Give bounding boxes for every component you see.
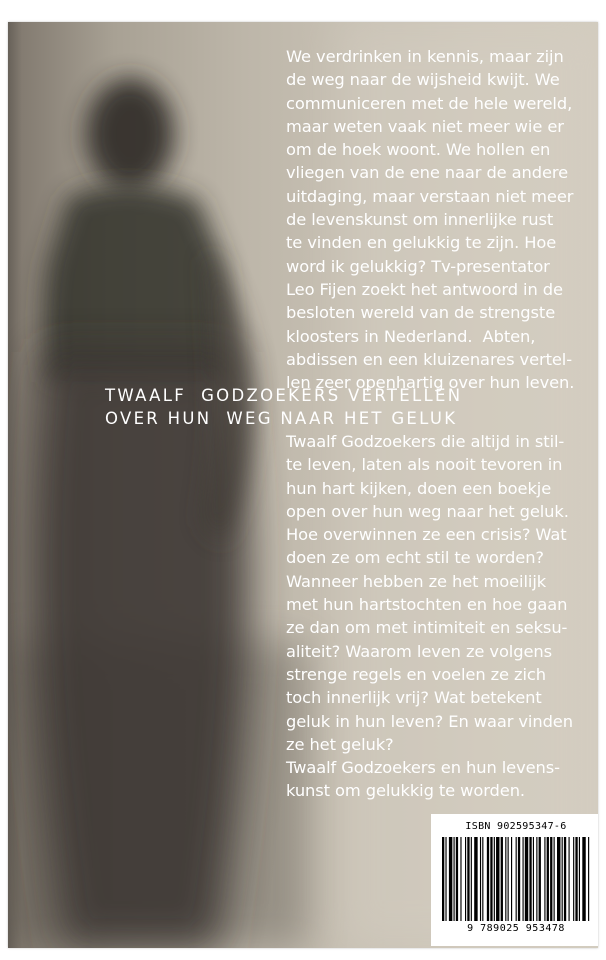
barcode-bar (518, 837, 520, 921)
barcode-bar (505, 837, 506, 921)
intro-paragraph: We verdrinken in kennis, maar zijn de weg naar de wijsheid kwijt. We communiceren met de hele wereld, maar weten vaak niet meer wie er om de hoek woont. We hollen en vliegen van de ene naar de andere uitdaging, maar verstaan niet meer de levenskunst om innerlijke rust te vinden en gelukkig te zijn. Hoe word ik gelukkig? Tv-presentator Leo Fijen zoekt het antwoord in de besloten wereld van de strengste kloosters in Nederland. Abten, abdissen en een kluizenares vertel- len zeer openhartig over hun leven. (286, 47, 575, 393)
back-cover (8, 22, 598, 948)
barcode-bar (496, 837, 499, 921)
body-paragraph: Twaalf Godzoekers die altijd in stil- te leven, laten als nooit tevoren in hun hart kijken, doen een boekje open over hun weg naar het geluk. Hoe overwinnen ze een crisis? Wat doen ze om echt stil te worden? Wanneer hebben ze het moeilijk met hun hartstochten en hoe gaan ze dan om met intimiteit en seksu- aliteit? Waarom leven ze volgens strenge regels en voelen ze zich toch innerlijk vrij? Wat betekent geluk in hun leven? En waar vinden ze het geluk? Twaalf Godzoekers en hun levens- kunst om gelukkig te worden. (286, 432, 573, 801)
barcode-bar (562, 837, 563, 921)
barcode-bar (569, 837, 570, 921)
barcode-bar (474, 837, 477, 921)
barcode-bar (554, 837, 555, 921)
barcode-bar (523, 837, 524, 921)
barcode-bar (525, 837, 528, 921)
barcode-bar (533, 837, 534, 921)
barcode-bar (536, 837, 537, 921)
barcode-bar (454, 837, 455, 921)
barcode-icon (442, 837, 590, 921)
barcode-bar (511, 837, 512, 921)
barcode-bar (564, 837, 566, 921)
barcode-digits: 9 789025 953478 (467, 923, 565, 934)
isbn-number: ISBN 902595347-6 (465, 821, 567, 832)
barcode-bar (442, 837, 444, 921)
barcode-bar (445, 837, 446, 921)
barcode-bar (550, 837, 552, 921)
barcode-bar (573, 837, 574, 921)
barcode-bar (557, 837, 560, 921)
barcode-bar (588, 837, 589, 921)
barcode-bar (487, 837, 489, 921)
barcode-bar (508, 837, 509, 921)
barcode-bar (494, 837, 495, 921)
barcode-bar (582, 837, 585, 921)
barcode-bar (575, 837, 577, 921)
barcode-bar (547, 837, 549, 921)
barcode-bar (490, 837, 492, 921)
barcode-bar (579, 837, 580, 921)
subtitle: TWAALF GODZOEKERS VERTELLEN OVER HUN WEG NAAR HET GELUK (105, 386, 463, 428)
barcode-bar (449, 837, 452, 921)
barcode-bar (482, 837, 483, 921)
barcode-bar (471, 837, 472, 921)
barcode-bar (467, 837, 469, 921)
barcode-bar (501, 837, 503, 921)
barcode-bar (465, 837, 466, 921)
barcode-bar (539, 837, 541, 921)
barcode-bar (544, 837, 545, 921)
barcode-bar (529, 837, 531, 921)
barcode-bar (516, 837, 517, 921)
barcode-label (431, 814, 598, 946)
barcode-bar (456, 837, 458, 921)
barcode-bar (480, 837, 481, 921)
barcode-bar (460, 837, 461, 921)
